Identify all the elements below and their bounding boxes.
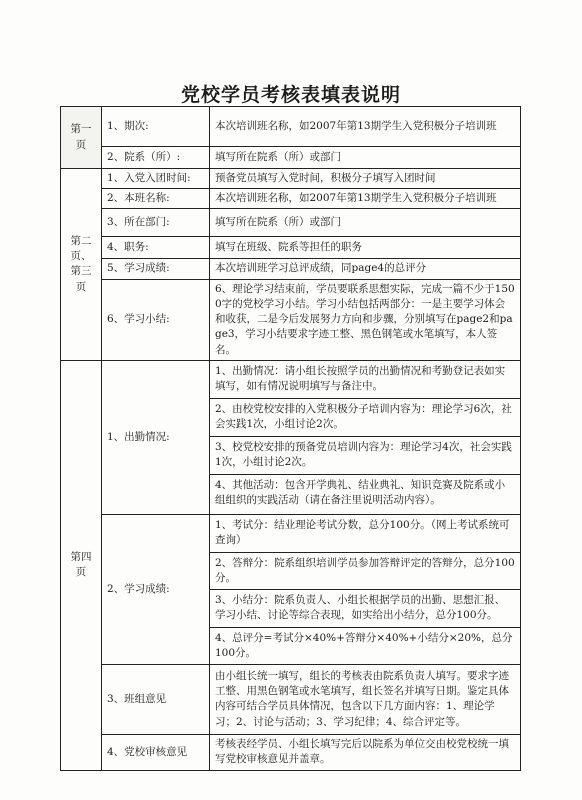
item-label: 2、学习成绩: xyxy=(102,515,210,665)
item-label: 3、班组意见 xyxy=(102,664,210,734)
item-label: 2、本班名称: xyxy=(102,189,210,209)
item-description: 1、考试分：结业理论考试分数，总分100分。（网上考试系统可查询） xyxy=(210,515,520,552)
page-title: 党校学员考核表填表说明 xyxy=(180,84,401,106)
item-label: 1、出勤情况: xyxy=(102,360,210,514)
item-description: 考核表经学员、小组长填写完后以院系为单位交由校党校统一填写党校审核意见并盖章。 xyxy=(210,734,521,770)
item-description: 1、出勤情况：请小组长按照学员的出勤情况和考勤登记表如实填写，如有情况说明填写与备注中。 xyxy=(210,361,520,399)
item-label: 4、党校审核意见 xyxy=(102,734,210,770)
item-description: 6、理论学习结束前，学员要联系思想实际，完成一篇不少于1500字的党校学习小结。学习小结包括两部分：一是主要学习体会和收获，二是今后发展努力方向和步骤，分别填写在page2和page3，学习小结要求字迹工整、黑色钢笔或水笔填写，本人签名。 xyxy=(210,279,521,360)
item-description: 本次培训班名称，如2007年第13期学生入党积极分子培训班 xyxy=(210,107,521,147)
item-description: 3、校党校安排的预备党员培训内容为：理论学习4次，社会实践1次，小组讨论2次。 xyxy=(210,437,520,474)
item-description: 由小组长统一填写，组长的考核表由院系负责人填写。要求字迹工整、用黑色钢笔或水笔填写，组长签名并填写日期。鉴定具体内容可结合学员具体情况，包含以下几方面内容：1、理论学习；2、讨论与活动；3、学习纪律；4、综合评定等。 xyxy=(210,664,521,734)
page-label-2: 第二页、第三页 xyxy=(61,169,102,361)
item-description: 2、由校党校安排的入党积极分子培训内容为：理论学习6次，社会实践1次，小组讨论2次。 xyxy=(210,399,520,437)
item-description-group xyxy=(210,360,521,514)
item-description: 2、答辩分：院系组织培训学员参加答辩评定的答辩分，总分100分。 xyxy=(210,552,520,589)
item-description: 预备党员填写入党时间，积极分子填写入团时间 xyxy=(210,169,521,189)
item-description: 填写所在院系（所）或部门 xyxy=(210,209,521,237)
item-label: 1、入党入团时间: xyxy=(102,169,210,189)
page-label-1: 第一页 xyxy=(61,107,102,169)
item-description: 3、小结分：院系负责人、小组长根据学员的出勤、思想汇报、学习小结、讨论等综合表现，如实给出小结分，总分100分。 xyxy=(210,590,520,627)
item-label: 3、所在部门: xyxy=(102,209,210,237)
item-description: 本次培训班名称，如2007年第13期学生入党积极分子培训班 xyxy=(210,189,521,209)
instruction-table xyxy=(60,106,521,771)
item-description: 4、其他活动：包含开学典礼、结业典礼、知识竞赛及院系或小组组织的实践活动（请在备注里说明活动内容）。 xyxy=(215,478,506,506)
item-description: 填写所在院系（所）或部门 xyxy=(210,147,521,169)
page-label-4: 第四页 xyxy=(61,360,102,770)
item-description-group xyxy=(210,515,521,665)
item-label: 1、期次: xyxy=(102,107,210,147)
item-description: 填写在班级、院系等担任的职务 xyxy=(210,237,521,259)
item-label: 4、职务: xyxy=(102,237,210,259)
item-label: 2、院系（所）: xyxy=(102,147,210,169)
item-description: 本次培训班学习总评成绩，同page4的总评分 xyxy=(210,259,521,279)
item-label: 5、学习成绩: xyxy=(102,259,210,279)
item-description: 4、总评分=考试分×40%+答辩分×40%+小结分×20%，总分100分。 xyxy=(215,631,513,659)
item-label: 6、学习小结: xyxy=(102,279,210,360)
